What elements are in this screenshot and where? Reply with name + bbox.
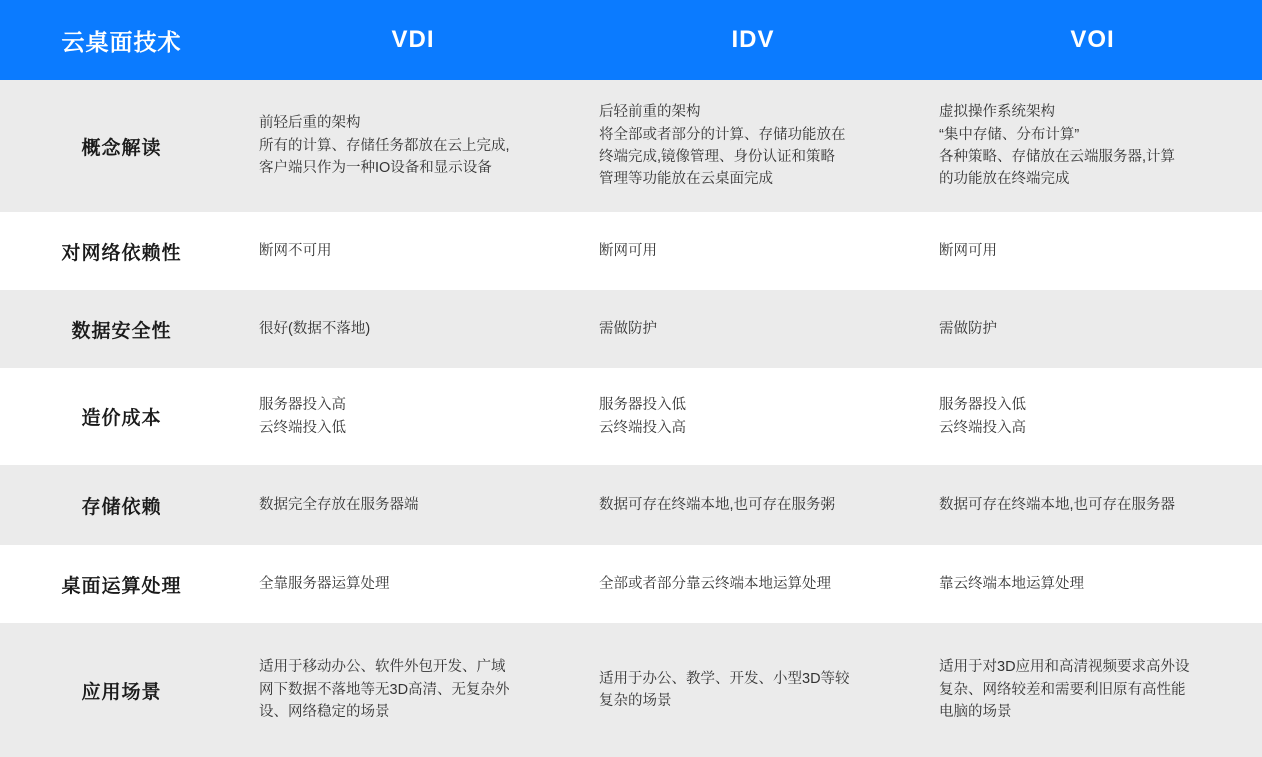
cell-line: 云终端投入高 bbox=[939, 419, 1026, 436]
row-cell-voi bbox=[923, 290, 1262, 368]
cell-line: 云终端投入低 bbox=[259, 419, 346, 436]
cell-line: 后轻前重的架构 bbox=[599, 104, 701, 121]
cell-line: 设、网络稳定的场景 bbox=[259, 704, 390, 721]
cell-line: 很好(数据不落地) bbox=[259, 320, 371, 337]
table-row bbox=[0, 368, 1262, 465]
table-header-cell-0: 云桌面技术 bbox=[0, 0, 243, 80]
cell-line: 服务器投入低 bbox=[939, 397, 1026, 414]
row-label: 对网络依赖性 bbox=[0, 212, 243, 290]
cell-line: 靠云终端本地运算处理 bbox=[939, 575, 1084, 592]
row-cell-idv bbox=[583, 212, 923, 290]
cell-line: 数据可存在终端本地,也可存在服务粥 bbox=[599, 496, 836, 513]
row-cell-voi bbox=[923, 212, 1262, 290]
table-row bbox=[0, 623, 1262, 757]
cell-line: 客户端只作为一种IO设备和显示设备 bbox=[259, 160, 492, 177]
row-label: 造价成本 bbox=[0, 368, 243, 465]
cell-line: 断网可用 bbox=[939, 242, 997, 259]
row-cell-idv bbox=[583, 290, 923, 368]
table-header-cell-3: VOI bbox=[923, 0, 1262, 80]
cell-line: 终端完成,镜像管理、身份认证和策略 bbox=[599, 149, 836, 165]
cell-line: 断网可用 bbox=[599, 242, 657, 259]
cell-line: 复杂、网络较差和需要利旧原有高性能 bbox=[939, 681, 1186, 698]
row-cell-idv bbox=[583, 465, 923, 545]
cell-line: 全部或者部分靠云终端本地运算处理 bbox=[599, 575, 831, 592]
row-cell-vdi bbox=[243, 623, 583, 757]
cell-line: 断网不可用 bbox=[259, 242, 332, 259]
cell-line: 需做防护 bbox=[599, 320, 657, 337]
row-cell-idv bbox=[583, 80, 923, 212]
cell-line: 的功能放在终端完成 bbox=[939, 171, 1070, 188]
row-cell-idv bbox=[583, 545, 923, 623]
row-label: 概念解读 bbox=[0, 80, 243, 212]
cell-line: 数据完全存放在服务器端 bbox=[259, 496, 419, 513]
table-header-cell-1: VDI bbox=[243, 0, 583, 80]
row-cell-voi bbox=[923, 80, 1262, 212]
row-cell-vdi bbox=[243, 290, 583, 368]
cell-line: 网下数据不落地等无3D高清、无复杂外 bbox=[259, 681, 510, 698]
table-row bbox=[0, 290, 1262, 368]
cell-line: 前轻后重的架构 bbox=[259, 115, 361, 132]
cell-line: 云终端投入高 bbox=[599, 419, 686, 436]
cell-line: 数据可存在终端本地,也可存在服务器 bbox=[939, 496, 1176, 513]
row-cell-vdi bbox=[243, 368, 583, 465]
cell-line: 虚拟操作系统架构 bbox=[939, 104, 1055, 121]
cell-line: 适用于办公、教学、开发、小型3D等较 bbox=[599, 670, 850, 687]
cell-line: “集中存储、分布计算” bbox=[939, 126, 1080, 143]
cell-line: 各种策略、存储放在云端服务器,计算 bbox=[939, 149, 1176, 165]
cell-line: 电脑的场景 bbox=[939, 704, 1012, 721]
cell-line: 全靠服务器运算处理 bbox=[259, 575, 390, 592]
table-header bbox=[0, 0, 1262, 80]
row-cell-vdi bbox=[243, 545, 583, 623]
table-row bbox=[0, 80, 1262, 212]
table-row bbox=[0, 465, 1262, 545]
cell-line: 将全部或者部分的计算、存储功能放在 bbox=[599, 126, 846, 143]
cell-line: 适用于移动办公、软件外包开发、广域 bbox=[259, 659, 506, 676]
row-cell-voi bbox=[923, 623, 1262, 757]
row-cell-vdi bbox=[243, 212, 583, 290]
cell-line: 服务器投入低 bbox=[599, 397, 686, 414]
row-label: 存储依赖 bbox=[0, 465, 243, 545]
table-body bbox=[0, 80, 1262, 757]
row-cell-voi bbox=[923, 545, 1262, 623]
row-cell-vdi bbox=[243, 465, 583, 545]
row-cell-vdi bbox=[243, 80, 583, 212]
table-row bbox=[0, 212, 1262, 290]
row-label: 应用场景 bbox=[0, 623, 243, 757]
cell-line: 服务器投入高 bbox=[259, 397, 346, 414]
table-header-row bbox=[0, 0, 1262, 80]
row-cell-voi bbox=[923, 368, 1262, 465]
cell-line: 需做防护 bbox=[939, 320, 997, 337]
row-label: 桌面运算处理 bbox=[0, 545, 243, 623]
row-cell-voi bbox=[923, 465, 1262, 545]
cell-line: 所有的计算、存储任务都放在云上完成, bbox=[259, 137, 510, 154]
cell-line: 适用于对3D应用和高清视频要求高外设 bbox=[939, 659, 1190, 676]
row-label: 数据安全性 bbox=[0, 290, 243, 368]
row-cell-idv bbox=[583, 623, 923, 757]
table-row bbox=[0, 545, 1262, 623]
row-cell-idv bbox=[583, 368, 923, 465]
cell-line: 复杂的场景 bbox=[599, 693, 672, 709]
cell-line: 管理等功能放在云桌面完成 bbox=[599, 171, 773, 188]
table-header-cell-2: IDV bbox=[583, 0, 923, 80]
